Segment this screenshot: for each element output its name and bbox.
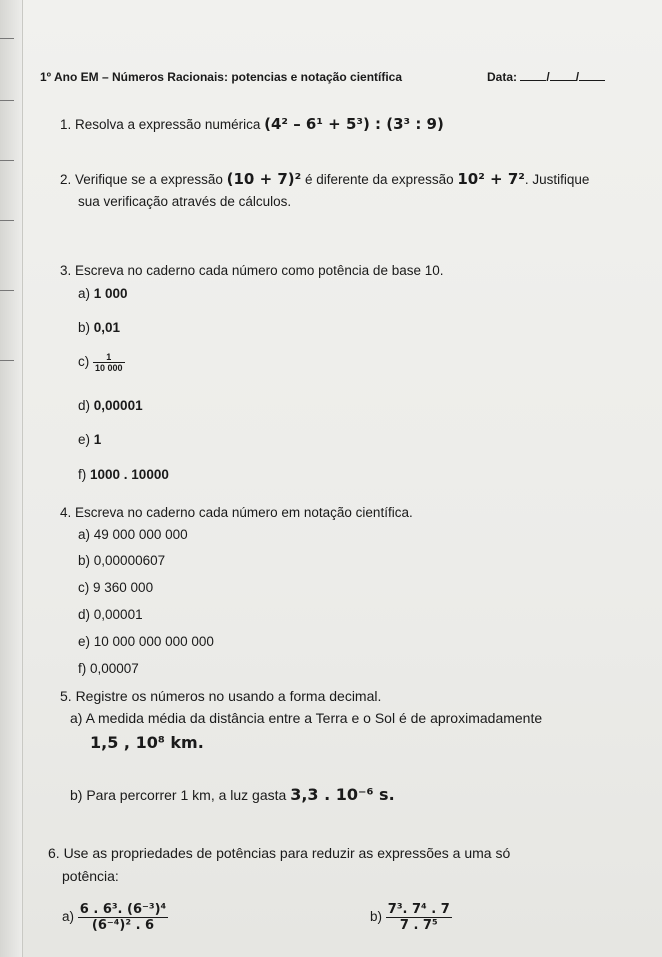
fraction <box>386 902 452 933</box>
date-sep: / <box>546 70 550 84</box>
question-2-expression-a: (10 + 7)² <box>226 170 302 188</box>
item-label: c) <box>78 354 90 370</box>
question-5-item-b <box>70 785 395 804</box>
question-2 <box>60 170 589 188</box>
fraction-denominator: 10 000 <box>95 363 123 373</box>
binding-mark <box>0 160 14 161</box>
binding-mark <box>0 360 14 361</box>
notebook-binding <box>0 0 23 957</box>
question-5-item-a-text: a) A medida média da distância entre a Terra e o Sol é de aproximadamente <box>70 710 543 726</box>
question-5-item-b-value: 3,3 . 10⁻⁶ s. <box>290 785 395 804</box>
question-3-text: 3. Escreva no caderno cada número como potência de base 10. <box>60 263 444 278</box>
question-2-expression-b: 10² + 7² <box>457 170 525 188</box>
question-6-item-a-label: a) <box>62 909 75 925</box>
question-4-item-e <box>78 634 214 649</box>
question-3-item-c <box>78 352 125 373</box>
item-label: f) <box>78 467 87 482</box>
question-4-item-f <box>78 661 139 676</box>
question-2-text-a: 2. Verifique se a expressão <box>60 172 223 187</box>
question-6-item-a <box>62 902 168 933</box>
question-4-item-a <box>78 527 188 542</box>
fraction-numerator: 6 . 6³. (6⁻³)⁴ <box>79 902 167 917</box>
question-3-item-d <box>78 398 143 413</box>
item-value: 1000 . 10000 <box>90 467 169 482</box>
question-1 <box>60 115 444 133</box>
question-6-text-a: 6. Use as propriedades de potências para reduzir as expressões a uma só <box>48 845 511 861</box>
question-4-item-d <box>78 607 143 622</box>
question-4-text: 4. Escreva no caderno cada número em notação científica. <box>60 505 413 520</box>
item-value: 0,00000607 <box>93 553 166 568</box>
date-blank-year <box>579 80 605 81</box>
item-label: a) <box>78 286 91 301</box>
item-label: b) <box>78 320 91 335</box>
item-label: f) <box>78 661 87 676</box>
date-blank-day <box>520 80 546 81</box>
question-5-item-a-value: 1,5 , 10⁸ km. <box>90 733 204 752</box>
item-value: 9 360 000 <box>93 580 154 595</box>
fraction-numerator: 7³. 7⁴ . 7 <box>387 902 450 917</box>
question-3-item-a <box>78 286 128 301</box>
fraction <box>78 902 168 933</box>
date-sep: / <box>575 70 580 84</box>
item-label: e) <box>78 432 91 447</box>
item-value: 0,01 <box>93 320 121 335</box>
question-4-item-b <box>78 553 165 568</box>
item-value: 10 000 000 000 000 <box>93 634 214 649</box>
question-1-text: 1. Resolva a expressão numérica <box>60 117 261 132</box>
question-5-text: 5. Registre os números no usando a forma decimal. <box>60 688 382 704</box>
question-3-item-b <box>78 320 120 335</box>
binding-mark <box>0 290 14 291</box>
item-value: 0,00001 <box>93 398 143 413</box>
item-label: b) <box>78 553 91 568</box>
item-label: a) <box>78 527 91 542</box>
date-label: Data: <box>487 70 518 84</box>
question-2-text-c: . Justifique <box>524 172 590 187</box>
item-value: 0,00001 <box>93 607 143 622</box>
binding-mark <box>0 220 14 221</box>
fraction-denominator: (6⁻⁴)² . 6 <box>91 918 155 933</box>
question-2-text-b: é diferente da expressão <box>305 172 454 187</box>
question-2-text-d: sua verificação através de cálculos. <box>78 194 292 209</box>
question-5-item-b-text: b) Para percorrer 1 km, a luz gasta <box>70 787 287 803</box>
question-3-item-e <box>78 432 101 447</box>
item-value: 49 000 000 000 <box>93 527 188 542</box>
question-4-item-c <box>78 580 153 595</box>
item-value: 1 <box>93 432 102 447</box>
item-label: e) <box>78 634 91 649</box>
fraction <box>93 352 125 373</box>
item-value: 1 000 <box>93 286 128 301</box>
question-6-item-b <box>370 902 452 933</box>
question-6-text-b: potência: <box>62 868 119 884</box>
item-label: d) <box>78 607 91 622</box>
binding-mark <box>0 38 14 39</box>
binding-mark <box>0 100 14 101</box>
fraction-denominator: 7 . 7⁵ <box>399 918 438 933</box>
date-field <box>487 70 605 84</box>
date-blank-month <box>550 80 576 81</box>
item-value: 0,00007 <box>90 661 139 676</box>
question-1-expression: (4² – 6¹ + 5³) : (3³ : 9) <box>264 115 444 133</box>
item-label: c) <box>78 580 90 595</box>
question-3-item-f <box>78 467 169 482</box>
worksheet-title: 1º Ano EM – Números Racionais: potencias e notação científica <box>40 70 403 84</box>
question-6-item-b-label: b) <box>370 909 383 925</box>
item-label: d) <box>78 398 91 413</box>
fraction-numerator: 1 <box>93 352 125 363</box>
